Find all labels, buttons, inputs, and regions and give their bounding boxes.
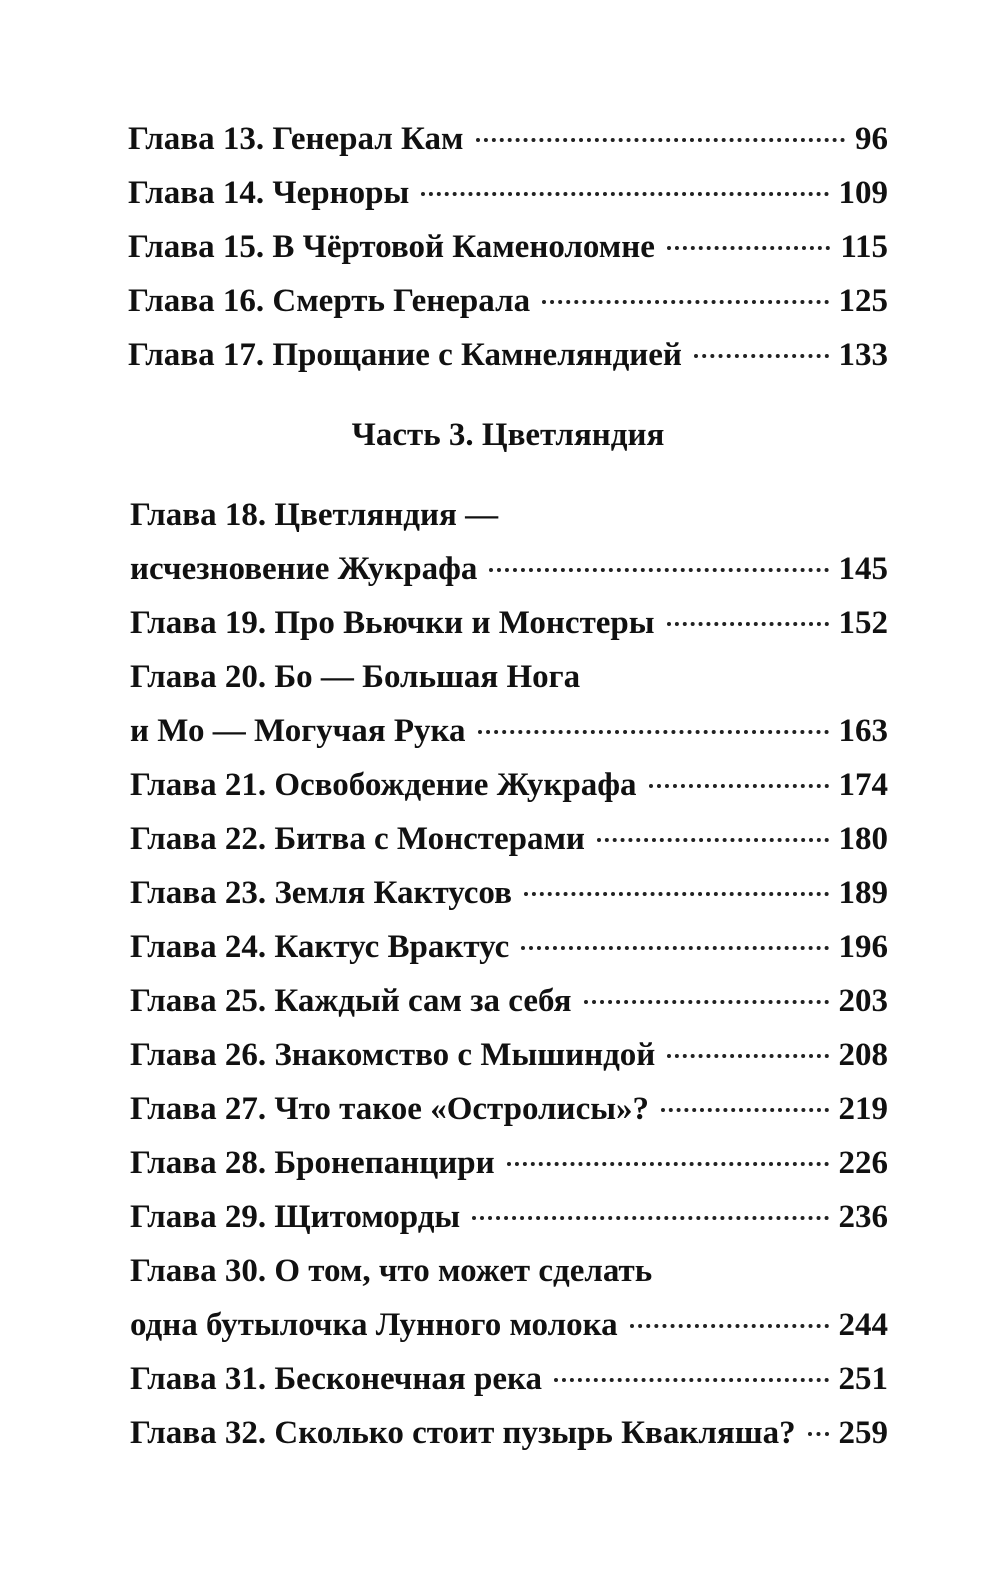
dot-leader <box>667 246 830 250</box>
toc-entry <box>130 596 888 650</box>
toc-entry-title: исчезновение Жукрафа <box>130 551 478 587</box>
toc-entry-page: 109 <box>838 175 888 211</box>
toc-entry <box>130 1028 888 1082</box>
toc-row <box>128 274 888 328</box>
toc-group-part-3 <box>130 488 888 1460</box>
toc-entry <box>128 166 888 220</box>
toc-entry <box>130 1352 888 1406</box>
toc-entry-page: 133 <box>838 337 888 373</box>
toc-entry-page: 163 <box>838 713 888 749</box>
toc-entry-title: Глава 15. В Чёртовой Каменоломне <box>128 229 655 265</box>
toc-entry-title: Глава 23. Земля Кактусов <box>130 875 512 911</box>
toc-entry-page: 189 <box>838 875 888 911</box>
toc-entry <box>130 1406 888 1460</box>
toc-entry-title: и Мо — Могучая Рука <box>130 713 466 749</box>
dot-leader <box>694 354 829 358</box>
toc-row <box>128 328 888 382</box>
toc-entry-title-line-1: Глава 18. Цветляндия — <box>130 497 499 533</box>
toc-entry <box>130 866 888 920</box>
toc-entry-title: Глава 26. Знакомство с Мышиндой <box>130 1037 656 1073</box>
dot-leader <box>630 1324 829 1328</box>
toc-entry <box>130 1082 888 1136</box>
toc-entry-page: 244 <box>838 1307 888 1343</box>
dot-leader <box>667 1054 828 1058</box>
toc-entry <box>130 974 888 1028</box>
toc-entry-page: 203 <box>838 983 888 1019</box>
toc-entry-page: 259 <box>838 1415 888 1451</box>
toc-row <box>130 758 888 812</box>
toc-entry-page: 125 <box>838 283 888 319</box>
toc-entry-title: Глава 13. Генерал Кам <box>128 121 464 157</box>
toc-entry <box>130 488 888 596</box>
toc-entry-title: Глава 32. Сколько стоит пузырь Квакляша? <box>130 1415 796 1451</box>
toc-entry <box>130 650 888 758</box>
toc-entry <box>130 812 888 866</box>
toc-row <box>130 1298 888 1352</box>
toc-entry-title: Глава 21. Освобождение Жукрафа <box>130 767 637 803</box>
toc-entry <box>130 1136 888 1190</box>
toc-entry-page: 180 <box>838 821 888 857</box>
toc-row <box>130 974 888 1028</box>
toc-entry-page: 251 <box>838 1361 888 1397</box>
dot-leader <box>554 1378 828 1382</box>
toc-row <box>130 920 888 974</box>
toc-entry-page: 219 <box>838 1091 888 1127</box>
dot-leader <box>584 1000 829 1004</box>
toc-entry-title: Глава 31. Бесконечная река <box>130 1361 543 1397</box>
dot-leader <box>489 568 828 572</box>
dot-leader <box>597 838 829 842</box>
table-of-contents <box>128 112 888 1460</box>
toc-entry-title: Глава 17. Прощание с Камнеляндией <box>128 337 682 373</box>
dot-leader <box>476 138 845 142</box>
toc-entry-page: 152 <box>838 605 888 641</box>
toc-row <box>130 1190 888 1244</box>
toc-row <box>130 596 888 650</box>
toc-row <box>130 542 888 596</box>
toc-row <box>130 1406 888 1460</box>
toc-entry-page: 174 <box>838 767 888 803</box>
toc-entry-title: Глава 19. Про Вьючки и Монстеры <box>130 605 655 641</box>
dot-leader <box>421 192 828 196</box>
toc-group-part-2 <box>128 112 888 382</box>
toc-entry-title: Глава 28. Бронепанцири <box>130 1145 495 1181</box>
toc-row <box>130 1028 888 1082</box>
toc-entry-page: 226 <box>838 1145 888 1181</box>
toc-entry <box>128 112 888 166</box>
toc-entry-title-line-1: Глава 30. О том, что может сделать <box>130 1253 653 1289</box>
toc-entry-title-line-1: Глава 20. Бо — Большая Нога <box>130 659 581 695</box>
part-heading: Часть 3. Цветляндия <box>351 417 665 453</box>
dot-leader <box>507 1162 829 1166</box>
toc-entry <box>130 1244 888 1352</box>
toc-entry <box>128 220 888 274</box>
toc-entry <box>130 1190 888 1244</box>
toc-row <box>128 220 888 274</box>
toc-entry-page: 196 <box>838 929 888 965</box>
toc-row <box>130 1352 888 1406</box>
toc-entry-page: 115 <box>840 229 888 265</box>
toc-entry-page: 208 <box>838 1037 888 1073</box>
toc-row <box>128 112 888 166</box>
toc-entry-title: Глава 27. Что такое «Остролисы»? <box>130 1091 649 1127</box>
dot-leader <box>524 892 829 896</box>
dot-leader <box>649 784 829 788</box>
toc-entry-page: 145 <box>838 551 888 587</box>
dot-leader <box>661 1108 829 1112</box>
toc-row <box>130 1082 888 1136</box>
toc-entry <box>130 758 888 812</box>
toc-entry-page: 96 <box>855 121 888 157</box>
dot-leader <box>667 622 829 626</box>
dot-leader <box>521 946 828 950</box>
toc-entry-title: Глава 24. Кактус Врактус <box>130 929 510 965</box>
toc-row <box>130 812 888 866</box>
dot-leader <box>472 1216 828 1220</box>
dot-leader <box>542 300 828 304</box>
toc-entry-title: Глава 25. Каждый сам за себя <box>130 983 572 1019</box>
toc-entry-title: Глава 22. Битва с Монстерами <box>130 821 585 857</box>
toc-entry-title: Глава 14. Черноры <box>128 175 410 211</box>
toc-row <box>130 704 888 758</box>
toc-entry <box>130 920 888 974</box>
toc-entry-title: Глава 29. Щитоморды <box>130 1199 461 1235</box>
toc-entry-title: Глава 16. Смерть Генерала <box>128 283 531 319</box>
toc-row <box>128 166 888 220</box>
toc-entry-page: 236 <box>838 1199 888 1235</box>
toc-entry <box>128 328 888 382</box>
toc-entry <box>128 274 888 328</box>
toc-row <box>130 866 888 920</box>
toc-row <box>130 1136 888 1190</box>
toc-entry-title: одна бутылочка Лунного молока <box>130 1307 618 1343</box>
dot-leader <box>478 730 829 734</box>
dot-leader <box>808 1432 829 1436</box>
